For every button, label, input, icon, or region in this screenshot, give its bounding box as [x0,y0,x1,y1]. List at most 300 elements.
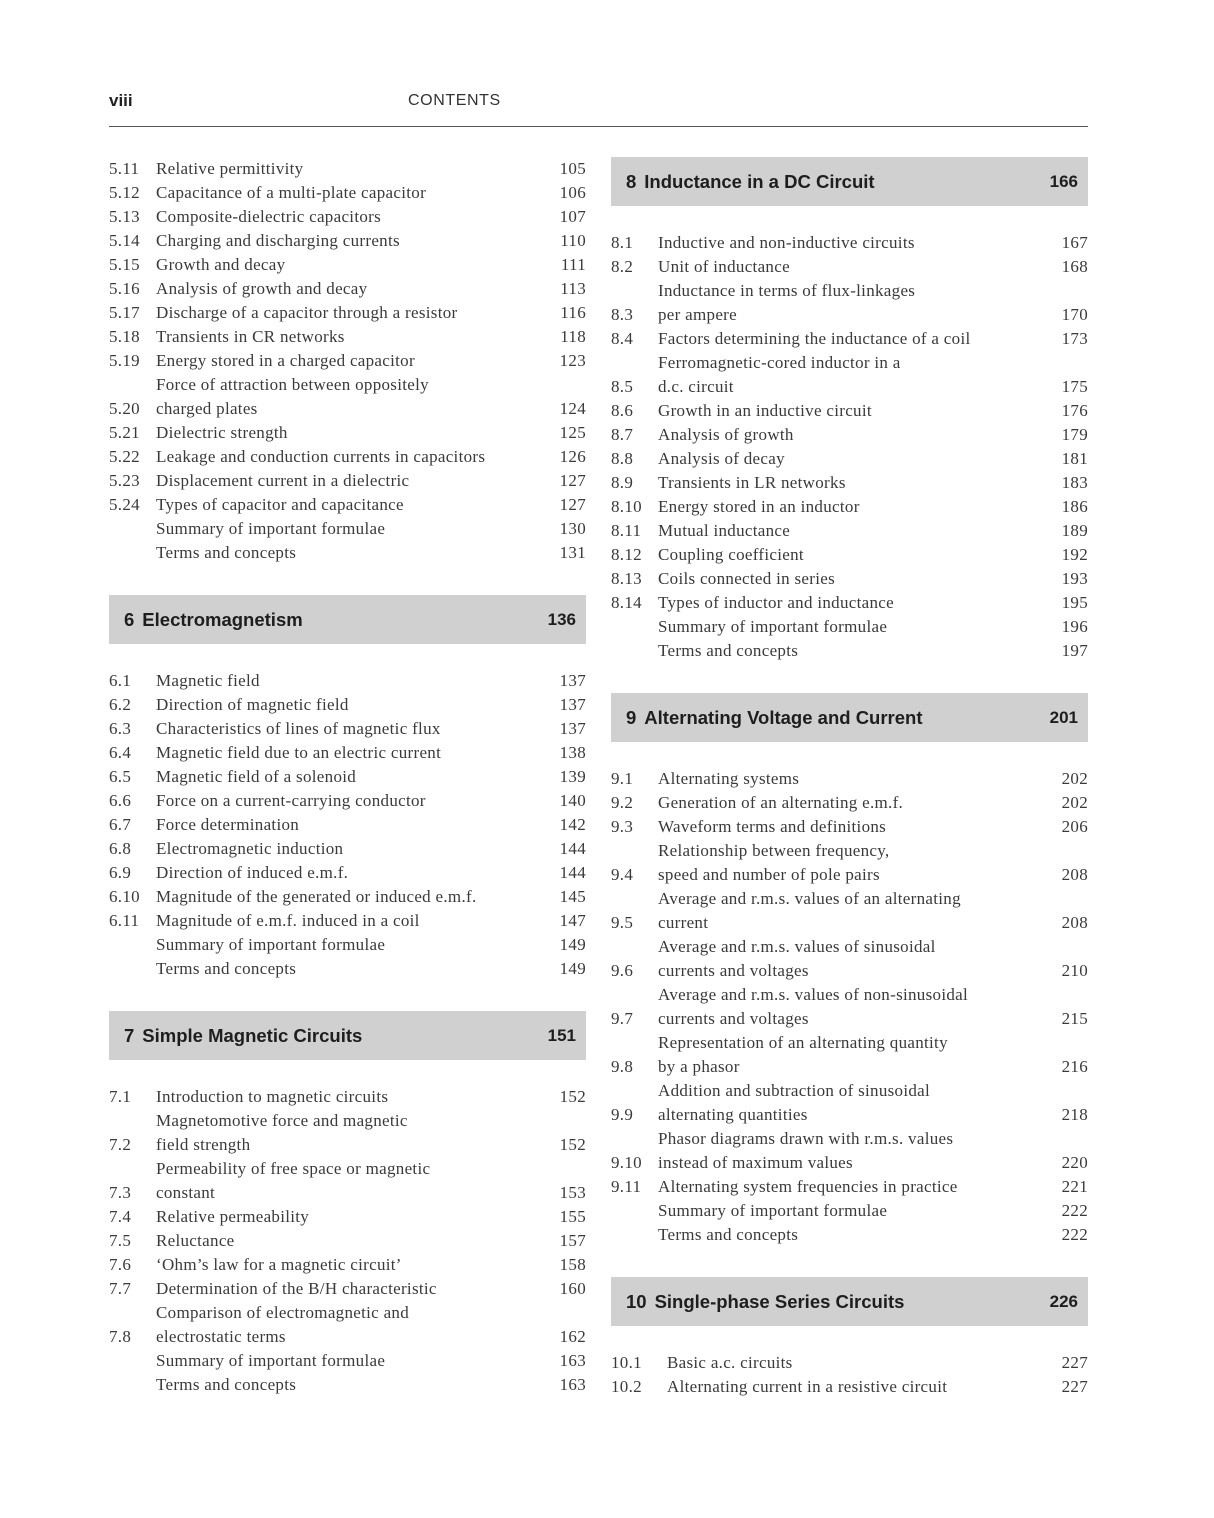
toc-entry[interactable] [109,157,586,181]
section-title-line: Energy stored in a charged capacitor [156,351,415,370]
section-title-line: Transients in LR networks [658,473,846,492]
section-number: 5.23 [109,471,140,490]
section-title [658,1031,1048,1079]
section-title [156,933,546,957]
section-number: 6.8 [109,839,132,858]
section-title-line: Representation of an alternating quantity [658,1033,948,1052]
section-title [658,543,1048,567]
page-number: 189 [1061,521,1088,540]
section-title [658,423,1048,447]
section-number: 8.4 [611,329,634,348]
page-number: 175 [1061,377,1088,396]
section-number: 6.9 [109,863,132,882]
left-column [109,157,586,1397]
toc-entry[interactable] [109,445,586,469]
section-title-line: speed and number of pole pairs [658,865,880,884]
page-number: 123 [559,351,586,370]
section-title-line: Terms and concepts [658,641,799,660]
section-title-line: Summary of important formulae [156,1351,386,1370]
section-number: 5.15 [109,255,140,274]
section-title [156,741,546,765]
section-number: 6.10 [109,887,140,906]
section-number: 6.7 [109,815,132,834]
section-title-line: Summary of important formulae [156,935,386,954]
toc-entry[interactable] [611,255,1088,279]
chapter-9-list [611,767,1088,1247]
section-title-line: Average and r.m.s. values of an alternating [658,889,961,908]
section-title-line: Determination of the B/H characteristic [156,1279,437,1298]
toc-entry[interactable] [109,741,586,765]
chapter-title: Electromagnetism [142,608,303,630]
section-title-line: Mutual inductance [658,521,791,540]
page-number: 149 [559,959,586,978]
toc-entry[interactable] [109,301,586,325]
section-title [156,693,546,717]
toc-entry[interactable] [611,983,1088,1031]
page-number: 127 [559,471,586,490]
section-title [156,205,546,229]
page-number: 116 [560,303,586,322]
toc-entry[interactable] [611,1199,1088,1223]
section-number: 9.2 [611,793,634,812]
section-number: 7.4 [109,1207,132,1226]
section-title [658,639,1048,663]
section-title-line: Direction of induced e.m.f. [156,863,349,882]
toc-entry[interactable] [109,1349,586,1373]
section-title [156,669,546,693]
toc-entry[interactable] [109,813,586,837]
toc-entry[interactable] [109,517,586,541]
page-number: 193 [1061,569,1088,588]
section-title-line: Force on a current-carrying conductor [156,791,426,810]
toc-entry[interactable] [109,885,586,909]
section-title [658,791,1048,815]
section-title-line: charged plates [156,399,258,418]
section-title [156,541,546,565]
section-title-line: Composite-dielectric capacitors [156,207,382,226]
page-number: 167 [1061,233,1088,252]
toc-entry[interactable] [611,543,1088,567]
section-title [156,157,546,181]
toc-entry[interactable] [109,669,586,693]
section-title [658,447,1048,471]
section-title-line: Relationship between frequency, [658,841,890,860]
section-number: 8.14 [611,593,642,612]
chapter-title: Inductance in a DC Circuit [644,170,875,192]
section-title [658,567,1048,591]
toc-entry[interactable] [611,495,1088,519]
page-number: 145 [559,887,586,906]
toc-entry[interactable] [611,887,1088,935]
page-number: 206 [1061,817,1088,836]
section-number: 6.1 [109,671,132,690]
section-title-line: per ampere [658,305,737,324]
toc-entry[interactable] [109,373,586,421]
section-title-line: currents and voltages [658,1009,809,1028]
section-title-line: ‘Ohm’s law for a magnetic circuit’ [156,1255,402,1274]
page-number: 125 [559,423,586,442]
toc-entry[interactable] [611,839,1088,887]
section-number: 9.6 [611,961,634,980]
page-number: 155 [559,1207,586,1226]
chapter-number: 10 [626,1290,647,1312]
toc-entry[interactable] [109,1109,586,1157]
section-title-line: Energy stored in an inductor [658,497,860,516]
page-number: 222 [1061,1225,1088,1244]
section-title [658,983,1048,1031]
section-title-line: Alternating current in a resistive circuit [667,1377,948,1396]
section-title [156,349,546,373]
section-title [156,765,546,789]
toc-entry[interactable] [611,615,1088,639]
section-title [156,493,546,517]
page-number: 220 [1061,1153,1088,1172]
section-title-line: Alternating systems [658,769,800,788]
toc-entry[interactable] [109,493,586,517]
section-number: 10.2 [611,1377,642,1396]
section-title [658,327,1048,351]
section-title [658,591,1048,615]
page-number: 176 [1061,401,1088,420]
section-number: 5.11 [109,159,140,178]
section-title-line: by a phasor [658,1057,740,1076]
page-number: 208 [1061,865,1088,884]
toc-entry[interactable] [109,181,586,205]
section-title [658,519,1048,543]
section-number: 7.1 [109,1087,132,1106]
toc-entry[interactable] [109,693,586,717]
section-title-line: Ferromagnetic-cored inductor in a [658,353,901,372]
section-title-line: Charging and discharging currents [156,231,400,250]
toc-entry[interactable] [109,277,586,301]
section-title-line: Comparison of electromagnetic and [156,1303,410,1322]
section-title-line: Growth in an inductive circuit [658,401,872,420]
chapter-5-tail-list [109,157,586,565]
page-number: 227 [1061,1353,1088,1372]
page-number: 163 [559,1375,586,1394]
section-title [658,615,1048,639]
toc-entry[interactable] [611,327,1088,351]
page-number: 144 [559,839,586,858]
section-title-line: Magnetic field of a solenoid [156,767,357,786]
chapter-page: 226 [1049,1291,1078,1311]
section-number: 8.9 [611,473,634,492]
section-number: 8.12 [611,545,642,564]
toc-entry[interactable] [611,1351,1088,1375]
section-title [658,887,1048,935]
section-number: 10.1 [611,1353,642,1372]
toc-entry[interactable] [109,1373,586,1397]
section-number: 7.2 [109,1135,132,1154]
toc-entry[interactable] [109,1085,586,1109]
section-title [156,885,546,909]
section-title-line: Force determination [156,815,300,834]
toc-entry[interactable] [109,421,586,445]
page-number: 126 [559,447,586,466]
toc-entry[interactable] [611,423,1088,447]
section-number: 8.2 [611,257,634,276]
toc-entry[interactable] [109,837,586,861]
toc-entry[interactable] [109,861,586,885]
page-number: 222 [1061,1201,1088,1220]
section-number: 9.5 [611,913,634,932]
page-number: 140 [559,791,586,810]
toc-entry[interactable] [611,231,1088,255]
section-title-line: Direction of magnetic field [156,695,349,714]
page-number: 127 [559,495,586,514]
page-number: 137 [559,719,586,738]
section-title [156,1253,546,1277]
page-number: 183 [1061,473,1088,492]
page-number: 202 [1061,769,1088,788]
page-number: 152 [559,1087,586,1106]
toc-entry[interactable] [611,351,1088,399]
section-number: 8.11 [611,521,642,540]
section-title-line: Permeability of free space or magnetic [156,1159,431,1178]
section-number: 5.24 [109,495,140,514]
section-title-line: Terms and concepts [156,959,297,978]
chapter-10-list [611,1351,1088,1399]
page-number: 210 [1061,961,1088,980]
page-number: 196 [1061,617,1088,636]
page-number: 168 [1061,257,1088,276]
chapter-6-list [109,669,586,981]
section-title [156,909,546,933]
section-number: 5.20 [109,399,140,418]
section-number: 9.1 [611,769,634,788]
chapter-7-list [109,1085,586,1397]
section-number: 5.18 [109,327,140,346]
section-title [156,813,546,837]
toc-entry[interactable] [611,567,1088,591]
page-number: 195 [1061,593,1088,612]
page-number: 144 [559,863,586,882]
page-number: 170 [1061,305,1088,324]
page-number: 106 [559,183,586,202]
toc-entry[interactable] [611,1127,1088,1175]
section-number: 8.5 [611,377,634,396]
section-number: 9.4 [611,865,634,884]
toc-entry[interactable] [109,325,586,349]
toc-entry[interactable] [109,253,586,277]
section-number: 8.1 [611,233,634,252]
page-number: 107 [559,207,586,226]
section-number: 6.3 [109,719,132,738]
chapter-page: 166 [1049,171,1078,191]
section-title-line: Leakage and conduction currents in capacitors [156,447,486,466]
page-number: 157 [559,1231,586,1250]
toc-entry[interactable] [109,229,586,253]
page-number: 142 [559,815,586,834]
section-title-line: Inductance in terms of flux-linkages [658,281,916,300]
section-title [658,1079,1048,1127]
section-title-line: Terms and concepts [156,543,297,562]
toc-entry[interactable] [611,519,1088,543]
section-title-line: currents and voltages [658,961,809,980]
page-number: 186 [1061,497,1088,516]
section-number: 5.12 [109,183,140,202]
section-title-line: Waveform terms and definitions [658,817,887,836]
section-title [658,1199,1048,1223]
chapter-8-heading[interactable] [611,157,1088,206]
toc-entry[interactable] [611,935,1088,983]
page-number: 160 [559,1279,586,1298]
chapter-8-list [611,231,1088,663]
section-number: 9.8 [611,1057,634,1076]
section-number: 7.6 [109,1255,132,1274]
section-title [658,935,1048,983]
page-number: 147 [559,911,586,930]
section-title [156,253,546,277]
section-title-line: Magnetic field [156,671,260,690]
page-number: 110 [560,231,586,250]
section-number: 5.19 [109,351,140,370]
chapter-number: 7 [124,1024,135,1046]
section-title-line: Analysis of growth and decay [156,279,368,298]
section-title-line: Coupling coefficient [658,545,804,564]
chapter-page: 201 [1049,707,1078,727]
page-number: 111 [560,255,586,274]
section-title-line: Average and r.m.s. values of non-sinusoidal [658,985,969,1004]
section-title-line: Displacement current in a dielectric [156,471,410,490]
section-number: 8.3 [611,305,634,324]
toc-entry[interactable] [611,1375,1088,1399]
toc-entry[interactable] [109,541,586,565]
section-number: 7.8 [109,1327,132,1346]
section-title-line: Analysis of decay [658,449,785,468]
section-title-line: Growth and decay [156,255,286,274]
section-title [658,839,1048,887]
toc-entry[interactable] [611,639,1088,663]
section-title [658,255,1048,279]
toc-entry[interactable] [109,349,586,373]
toc-entry[interactable] [109,957,586,981]
toc-entry[interactable] [611,1031,1088,1079]
section-number: 6.6 [109,791,132,810]
section-number: 7.5 [109,1231,132,1250]
toc-entry[interactable] [109,1277,586,1301]
section-title [156,1373,546,1397]
chapter-page: 151 [547,1025,576,1045]
section-title-line: Inductive and non-inductive circuits [658,233,915,252]
toc-entry[interactable] [611,1223,1088,1247]
chapter-page: 136 [547,609,576,629]
chapter-6-heading[interactable] [109,595,586,644]
section-title-line: Phasor diagrams drawn with r.m.s. values [658,1129,954,1148]
section-title [658,279,1048,327]
toc-entry[interactable] [109,1253,586,1277]
toc-entry[interactable] [109,789,586,813]
chapter-number: 8 [626,170,637,192]
section-title [156,837,546,861]
section-number: 5.16 [109,279,140,298]
toc-entry[interactable] [109,469,586,493]
section-title [156,1229,546,1253]
page-number: 158 [559,1255,586,1274]
toc-entry[interactable] [109,1301,586,1349]
toc-entry[interactable] [109,205,586,229]
section-title-line: Capacitance of a multi-plate capacitor [156,183,427,202]
toc-entry[interactable] [611,447,1088,471]
section-title [667,1351,1048,1375]
section-title-line: Force of attraction between oppositely [156,375,429,394]
toc-entry[interactable] [611,591,1088,615]
page-number: 137 [559,671,586,690]
toc-entry[interactable] [611,1079,1088,1127]
section-title-line: Discharge of a capacitor through a resistor [156,303,458,322]
toc-entry[interactable] [109,909,586,933]
section-title-line: instead of maximum values [658,1153,853,1172]
section-title [156,1205,546,1229]
section-title [658,815,1048,839]
page-number: 227 [1061,1377,1088,1396]
toc-entry[interactable] [109,1205,586,1229]
toc-entry[interactable] [611,279,1088,327]
section-number: 9.9 [611,1105,634,1124]
page-number: 216 [1061,1057,1088,1076]
section-title-line: Types of inductor and inductance [658,593,894,612]
page-number: 139 [559,767,586,786]
section-title [667,1375,1048,1399]
toc-entry[interactable] [109,1229,586,1253]
page-number: 138 [559,743,586,762]
toc-entry[interactable] [109,1157,586,1205]
chapter-10-heading[interactable] [611,1277,1088,1326]
chapter-9-heading[interactable] [611,693,1088,742]
chapter-7-heading[interactable] [109,1011,586,1060]
section-number: 7.7 [109,1279,132,1298]
section-number: 9.11 [611,1177,642,1196]
section-title-line: Magnetomotive force and magnetic [156,1111,408,1130]
section-title [156,1157,546,1205]
section-title [156,517,546,541]
toc-entry[interactable] [109,765,586,789]
section-title-line: d.c. circuit [658,377,734,396]
section-number: 5.13 [109,207,140,226]
right-column [611,157,1088,1399]
toc-entry[interactable] [611,791,1088,815]
section-title-line: alternating quantities [658,1105,808,1124]
section-title-line: Electromagnetic induction [156,839,344,858]
section-title-line: current [658,913,709,932]
section-title-line: Magnitude of the generated or induced e.m.f. [156,887,477,906]
section-title-line: Relative permittivity [156,159,304,178]
section-number: 5.14 [109,231,140,250]
toc-entry[interactable] [611,815,1088,839]
toc-entry[interactable] [611,1175,1088,1199]
page-header [109,86,1088,127]
toc-entry[interactable] [109,933,586,957]
section-number: 7.3 [109,1183,132,1202]
section-title-line: Generation of an alternating e.m.f. [658,793,904,812]
page-number: 208 [1061,913,1088,932]
section-title-line: Terms and concepts [658,1225,799,1244]
page-number: 152 [559,1135,586,1154]
section-title-line: Average and r.m.s. values of sinusoidal [658,937,936,956]
toc-entry[interactable] [109,717,586,741]
chapter-number: 9 [626,706,637,728]
toc-entry[interactable] [611,767,1088,791]
section-title-line: Alternating system frequencies in practice [658,1177,958,1196]
section-title-line: Characteristics of lines of magnetic flux [156,719,441,738]
section-title [658,399,1048,423]
page-number: 153 [559,1183,586,1202]
toc-entry[interactable] [611,399,1088,423]
toc-entry[interactable] [611,471,1088,495]
section-number: 5.22 [109,447,140,466]
section-title-line: Introduction to magnetic circuits [156,1087,389,1106]
page-number: 124 [559,399,586,418]
